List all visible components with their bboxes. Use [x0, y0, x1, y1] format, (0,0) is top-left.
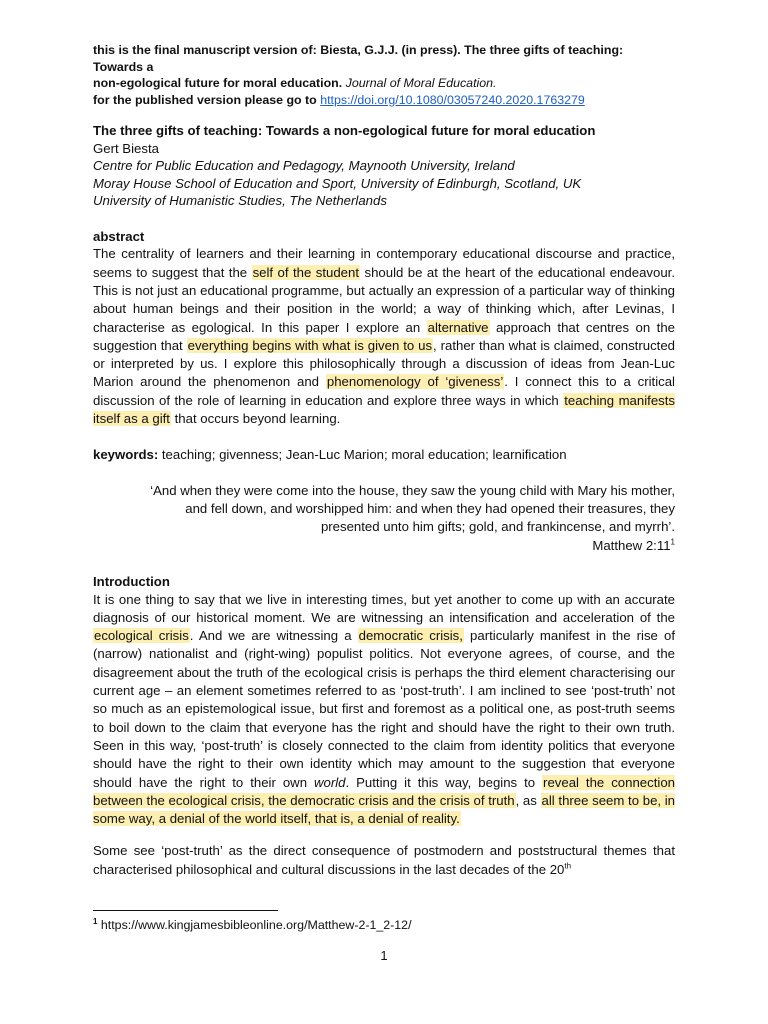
paper-title: The three gifts of teaching: Towards a non-egological future for moral education [93, 123, 596, 139]
highlight: self of the student [252, 264, 360, 280]
introduction-paragraph-1: It is one thing to say that we live in interesting times, but yet another to come up with an accurate diagnosis of our historical moment. We are witnessing an intensification and acceleration of the ecological crisis. And we are witnessing a democratic crisis, particularly manifest in the rise of (narrow) nationalist and (right-wing) populist politics. Not everyone agrees, of course, and the disagreement about the truth of the ecological crisis is perhaps the third element characterising our current age – an element sometimes referred to as ‘post-truth’. I am inclined to see ‘post-truth’ not so much as an epistemological issue, but first and foremost as a political one, as post-truth seems to boil down to the claim that everyone has the right and should have the right to their own truth. Seen in this way, ‘post-truth’ is closely connected to the claim from identity politics that everyone should have the right to their own identity which may amount to the suggestion that everyone should have the right to their own world. Putting it this way, begins to reveal the connection between the ecological crisis, the democratic crisis and the crisis of truth, as all three seem to be, in some way, a denial of the world itself, that is, a denial of reality. [93, 591, 676, 827]
citation-header [93, 42, 675, 108]
abstract-heading: abstract [93, 228, 145, 244]
highlight: alternative [427, 319, 489, 335]
keywords-text: teaching; givenness; Jean-Luc Marion; moral education; learnification [158, 447, 567, 463]
keywords-label: keywords: [93, 447, 159, 463]
epigraph [93, 482, 675, 555]
doi-link[interactable]: https://doi.org/10.1080/03057240.2020.1763279 [320, 92, 585, 107]
affiliation-2: Moray House School of Education and Sport, University of Edinburgh, Scotland, UK [93, 175, 582, 191]
published-version-label: for the published version please go to [93, 92, 317, 107]
highlight: everything begins with what is given to us [187, 337, 433, 353]
affiliation-1: Centre for Public Education and Pedagogy, Maynooth University, Ireland [93, 158, 515, 174]
highlight: democratic crisis, [358, 628, 463, 644]
author-name: Gert Biesta [93, 140, 159, 156]
journal-name: Journal of Moral Education. [345, 76, 497, 91]
abstract-text: The centrality of learners and their learning in contemporary educational discourse and practice, seems to suggest that the self of the student should be at the heart of the educational endeavour. This is not just an educational programme, but actually an expression of a particular way of thinking about human beings and their position in the world; a way of thinking which, after Levinas, I characterise as egological. In this paper I explore an alternative approach that centres on the suggestion that everything begins with what is given to us, rather than what is claimed, constructed or interpreted by us. I explore this philosophically through a discussion of ideas from Jean-Luc Marion around the phenomenon and phenomenology of ‘giveness’. I connect this to a critical discussion of the role of learning in education and explore three ways in which teaching manifests itself as a gift that occurs beyond learning. [93, 246, 675, 427]
highlight: reveal the connection between the ecological crisis, the democratic crisis and the crisis of truth [93, 774, 675, 808]
epigraph-line-3: presented unto him gifts; gold, and frankincense, and myrrh’. [320, 519, 675, 535]
footnote [93, 918, 412, 932]
introduction-paragraph-2: Some see ‘post-truth’ as the direct consequence of postmodern and poststructural themes that characterised philosophical and cultural discussions in the last decades of the 20th [93, 843, 675, 877]
highlight: phenomenology of ‘giveness’ [326, 374, 504, 390]
page-number: 1 [380, 948, 388, 963]
epigraph-line-2: and fell down, and worshipped him: and when they had opened their treasures, they [185, 501, 675, 517]
page-content [93, 42, 675, 879]
footnote-url[interactable]: https://www.kingjamesbibleonline.org/Matthew-2-1_2-12/ [97, 918, 412, 932]
introduction-heading: Introduction [93, 574, 170, 590]
footnote-divider [93, 910, 278, 911]
epigraph-source: Matthew $2:11^1$ [592, 537, 675, 553]
footnote-number: 1 [93, 916, 98, 926]
highlight: all three seem to be, in some way, a denial of the world itself, that is, a denial of reality. [93, 792, 676, 827]
footnote-marker[interactable]: 1 [670, 537, 675, 547]
citation-line-1: this is the final manuscript version of: Biesta, G.J.J. (in press). The three gifts of teaching: Towards a [93, 43, 624, 74]
affiliation-3: University of Humanistic Studies, The Netherlands [93, 193, 387, 209]
keywords [93, 446, 675, 464]
epigraph-line-1: ‘And when they were come into the house, they saw the young child with Mary his mother, [150, 482, 675, 498]
highlight: teaching manifests itself as a gift [93, 392, 675, 427]
citation-line-2: non-egological future for moral education. [93, 76, 343, 91]
highlight: ecological crisis [94, 628, 189, 644]
